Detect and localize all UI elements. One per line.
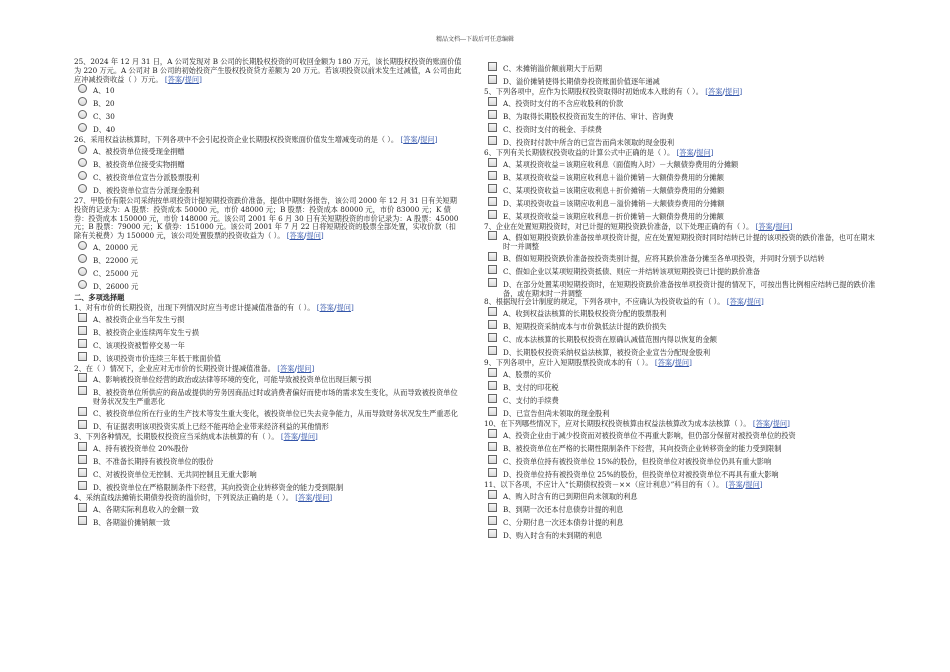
answer-ask-links: [答案/提问]	[676, 147, 714, 157]
checkbox[interactable]	[488, 231, 497, 240]
question-m2	[74, 365, 462, 374]
checkbox[interactable]	[488, 197, 497, 206]
link-separator: /	[693, 147, 697, 157]
option-row[interactable]	[74, 270, 462, 280]
option-label: C、未摊销溢价额前期大于后期	[503, 64, 602, 73]
option-label: A、被投资企业当年发生亏损	[93, 314, 185, 324]
checkbox[interactable]	[78, 339, 87, 348]
question-m5	[484, 88, 876, 97]
option-row[interactable]	[484, 310, 876, 320]
option-label: A、各期实际利息收入的金额一致	[93, 504, 199, 514]
checkbox[interactable]	[488, 265, 497, 274]
option-row[interactable]	[74, 519, 462, 529]
option-row[interactable]	[484, 336, 876, 346]
option-label: A、被投资单位接受现金捐赠	[93, 147, 185, 157]
checkbox[interactable]	[488, 307, 497, 316]
checkbox[interactable]	[488, 75, 497, 84]
checkbox[interactable]	[488, 278, 497, 287]
question-m6	[484, 149, 876, 158]
ask-link[interactable]: 提问	[772, 419, 788, 429]
answer-ask-links: [答案/提问]	[164, 74, 202, 84]
radio-button[interactable]	[78, 184, 87, 193]
radio-button[interactable]	[78, 97, 87, 106]
checkbox[interactable]	[78, 442, 87, 451]
link-separator: /	[742, 479, 746, 489]
checkbox[interactable]	[78, 468, 87, 477]
option-row[interactable]	[484, 384, 876, 394]
radio-button[interactable]	[78, 84, 87, 93]
checkbox[interactable]	[488, 320, 497, 329]
checkbox[interactable]	[78, 326, 87, 335]
option-label: C、成本法核算的长期股权投资在原确认减值范围内得以恢复的金额	[503, 335, 717, 345]
checkbox[interactable]	[488, 394, 497, 403]
answer-link[interactable]: 答案	[403, 135, 418, 145]
radio-button[interactable]	[78, 241, 87, 250]
checkbox[interactable]	[78, 455, 87, 464]
option-label: C、分期付息一次还本债券计提的利息	[503, 517, 624, 527]
option-label: E、某项投资收益＝该期应收利息－折价摊销－大额债券费用的分摊额	[503, 211, 724, 221]
radio-button[interactable]	[78, 123, 87, 132]
option-row[interactable]	[484, 397, 876, 407]
answer-ask-links: [答案/提问]	[295, 492, 333, 502]
radio-button[interactable]	[78, 267, 87, 276]
answer-ask-links: [答案/提问]	[725, 479, 763, 489]
answer-ask-links: [答案/提问]	[316, 302, 354, 312]
checkbox[interactable]	[78, 352, 87, 361]
option-label: A、某项投资收益＝该期应收利息（面值购入时）－大额债券费用的分摊额	[503, 159, 739, 169]
checkbox[interactable]	[488, 158, 497, 167]
option-row[interactable]	[484, 432, 876, 442]
option-row[interactable]	[484, 371, 876, 381]
option-label: D、40	[93, 125, 116, 135]
option-label: D、购入时含有的未到期的利息	[503, 530, 603, 540]
checkbox[interactable]	[78, 420, 87, 429]
answer-link[interactable]: 答案	[283, 431, 299, 441]
option-row[interactable]	[484, 493, 876, 503]
question-m4	[74, 494, 462, 503]
ask-link[interactable]: 提问	[315, 492, 330, 502]
link-separator: /	[743, 297, 747, 307]
question-text: 11、以下各项，不应计入“长期债权投资－××（应计利息）”科目的有（ ）。	[484, 479, 724, 489]
checkbox[interactable]	[488, 490, 497, 499]
option-label: A、10	[93, 86, 115, 96]
option-label: B、被投资单位所供应的商品或提供的劳务因商品过时或消费者偏好而使市场的需求发生变化，从而导致被投资单位财务状况发生严重恶化	[93, 388, 458, 407]
question-27	[74, 197, 462, 241]
option-row[interactable]	[74, 316, 462, 326]
option-label: A、股票的买价	[503, 370, 552, 380]
link-separator: /	[772, 221, 776, 231]
option-row[interactable]	[484, 532, 876, 542]
link-separator: /	[672, 358, 675, 368]
link-separator: /	[182, 74, 185, 84]
option-label: D、已宣告但尚未领取的现金股利	[503, 409, 610, 419]
option-label: C、被投资单位所在行业的生产技术等发生重大变化，被投资单位已失去竞争能力，从而导致财务状况发生严重恶化	[93, 408, 458, 418]
link-separator: /	[303, 231, 307, 241]
option-label: B、短期投资采纳成本与市价孰低法计提的跌价损失	[503, 322, 667, 332]
checkbox[interactable]	[488, 346, 497, 355]
option-label: D、长期股权投资采纳权益法核算，被投资企业宣告分配现金股利	[503, 348, 711, 358]
checkbox[interactable]	[488, 97, 497, 106]
question-text: 4、采纳直线法摊销长期债券投资的溢价时，下列说法正确的是（ ）。	[74, 492, 293, 502]
checkbox[interactable]	[488, 210, 497, 219]
checkbox[interactable]	[488, 429, 497, 438]
option-label: C、25000 元	[93, 269, 139, 279]
option-row[interactable]	[484, 323, 876, 333]
option-row[interactable]	[484, 161, 876, 171]
question-text: 9、下列各项中，应计入短期股票投资成本的有（ ）。	[484, 358, 653, 368]
option-row[interactable]	[74, 342, 462, 352]
option-row[interactable]	[484, 200, 876, 210]
link-separator: /	[722, 87, 726, 96]
answer-link[interactable]: 答案	[319, 302, 334, 312]
checkbox[interactable]	[78, 516, 87, 525]
section-heading: 二、多项选择题	[74, 293, 125, 303]
option-label: C、该项投资被暂停交易一年	[93, 340, 185, 350]
option-row[interactable]	[74, 445, 462, 455]
option-label: A、购入时含有的已到期但尚未领取的利息	[503, 491, 638, 501]
option-label: C、支付的手续费	[503, 396, 559, 406]
checkbox[interactable]	[488, 503, 497, 512]
question-m10	[484, 420, 876, 429]
ask-link[interactable]: 提问	[184, 74, 200, 84]
link-separator: /	[770, 419, 773, 429]
answer-ask-links: [答案/提问]	[400, 135, 438, 145]
option-label: C、对被投资单位无控制、无共同控制且无重大影响	[93, 469, 257, 479]
option-row[interactable]	[74, 100, 462, 110]
option-label: A、投资时支付的不含应收股利的价款	[503, 98, 624, 108]
question-text: 6、下列有关长期债权投资收益的计算公式中正确的是（ ）。	[484, 147, 675, 157]
option-label: B、22000 元	[93, 256, 138, 266]
option-label: C、假如企业以某项短期投资抵债、则应一并结转该项短期投资已计提的跌价准备	[503, 266, 761, 276]
question-text: 5、下列各项中，应作为长期股权投资取得时初始成本入账的有（ ）。	[484, 87, 703, 96]
checkbox[interactable]	[488, 455, 497, 464]
radio-button[interactable]	[78, 158, 87, 167]
option-row[interactable]	[74, 376, 462, 386]
option-label: A、投资企业由于减少投资而对被投资单位不再重大影响，但仍部分保留对被投资单位的投资	[503, 430, 796, 440]
option-row[interactable]	[74, 410, 462, 420]
checkbox[interactable]	[488, 62, 497, 71]
answer-link[interactable]: 答案	[758, 221, 773, 231]
question-text: 10、在下列哪些情况下，应对长期股权投资核算由权益法核算改为成本法核算（ ）。	[484, 419, 751, 429]
link-separator: /	[333, 302, 337, 312]
answer-link[interactable]: 答案	[679, 147, 694, 157]
answer-link[interactable]: 答案	[708, 87, 723, 96]
option-label: B、假如短期投资跌价准备按投资类别计提，应将其跌价准备分摊至各单项投资，并同时分别予以结转	[503, 253, 825, 263]
option-row[interactable]	[74, 283, 462, 293]
checkbox[interactable]	[488, 184, 497, 193]
option-row[interactable]	[484, 174, 876, 184]
answer-ask-links: [答案/提问]	[755, 221, 793, 231]
question-text: 2、在（ ）情况下，企业应对无市价的长期投资计提减值准备。	[74, 363, 275, 373]
option-row[interactable]	[484, 65, 876, 75]
option-label: B、某项投资收益＝该期应收利息＋溢价摊销－大额债券费用的分摊额	[503, 172, 724, 182]
question-m8	[484, 298, 876, 307]
radio-button[interactable]	[78, 145, 87, 154]
answer-link[interactable]: 答案	[729, 297, 744, 307]
option-row[interactable]	[484, 187, 876, 197]
question-m3	[74, 433, 462, 442]
option-label: D、某项投资收益＝该期应收利息－溢价摊销－大额债券费用的分摊额	[503, 198, 725, 208]
option-label: C、投资时支付的税金、手续费	[503, 124, 602, 134]
checkbox[interactable]	[488, 381, 497, 390]
option-row[interactable]	[484, 281, 876, 299]
question-text: 27、甲股份有限公司采纳按单项投资计提短期投资跌价准备，提供中期财务报告，该公司 2000 年 12 月 31 日有关短期投资的记录为：A 股票：投资成本 50000 元，市价 48000 元；B 股票：投资成本 80000 元，市价 83000 元；K 债券：投资成本 150000 元，市价 148000 元。该公司 2001 年 6 月 30 日有关短期投资的市价记录为：A 股票：45000 元；B 股票：79000 元；K 债券：151000 元。该公司 2001 年 7 月 22 日将短期投资的股票全部处置，实收价款（扣除有关税费）为 150000 元，该公司处置股票的投资收益为（ ）。	[74, 196, 459, 241]
option-label: D、投资时付款中所含的已宣告而尚未领取的现金股利	[503, 137, 675, 147]
option-row[interactable]	[484, 519, 876, 529]
option-row[interactable]	[74, 87, 462, 97]
answer-ask-links: [答案/提问]	[705, 87, 743, 96]
option-label: A、影响被投资单位经营的政治或法律等环境的变化，可能导致被投资单位出现巨额亏损	[93, 375, 372, 385]
option-label: A、持有被投资单位 20%股份	[93, 443, 189, 453]
right-column	[484, 62, 876, 542]
answer-link[interactable]: 答案	[280, 363, 295, 373]
option-label: A、20000 元	[93, 243, 138, 253]
answer-ask-links: [答案/提问]	[286, 231, 324, 241]
radio-button[interactable]	[78, 110, 87, 119]
option-label: B、被投资单位接受实物捐赠	[93, 160, 185, 170]
option-label: D、26000 元	[93, 282, 139, 292]
option-row[interactable]	[74, 389, 462, 407]
question-text: 7、企业在处置短期投资时，对已计提的短期投资跌价准备，以下处理正确的有（ ）。	[484, 221, 754, 231]
question-m11	[484, 481, 876, 490]
radio-button[interactable]	[78, 171, 87, 180]
answer-ask-links: [答案/提问]	[726, 297, 764, 307]
ask-link[interactable]: 提问	[306, 231, 321, 241]
left-column	[74, 58, 462, 529]
checkbox[interactable]	[78, 313, 87, 322]
checkbox[interactable]	[488, 110, 497, 119]
ask-link[interactable]: 提问	[336, 302, 351, 312]
option-label: B、为取得长期股权投资而发生的评估、审计、咨询费	[503, 111, 674, 121]
option-label: B、支付的印花税	[503, 383, 559, 393]
option-row[interactable]	[484, 445, 876, 455]
option-label: B、各期溢价摊销额一致	[93, 517, 171, 527]
question-26	[74, 136, 462, 145]
option-row[interactable]	[74, 471, 462, 481]
answer-link[interactable]: 答案	[298, 492, 313, 502]
option-label: D、溢价摊销使得长期债券投资账面价值逐年递减	[503, 77, 660, 86]
option-row[interactable]	[484, 100, 876, 110]
checkbox[interactable]	[488, 442, 497, 451]
question-text: 3、下列各种情况，长期股权投资应当采纳成本法核算的有（ ）。	[74, 431, 279, 441]
option-label: A、假如短期投资跌价准备按单项投资计提，应在处置短期投资时同时结转已计提的该项投资的跌价准备，也可在期末时一并调整	[503, 233, 875, 252]
question-m1	[74, 304, 462, 313]
checkbox[interactable]	[488, 333, 497, 342]
checkbox[interactable]	[488, 136, 497, 145]
option-label: C、被投资单位宣告分派股票股利	[93, 173, 200, 183]
option-label: D、该项投资市价连续三年低于账面价值	[93, 353, 221, 363]
answer-ask-links: [答案/提问]	[654, 358, 692, 368]
answer-link[interactable]: 答案	[755, 419, 771, 429]
option-label: C、某项投资收益＝该期应收利息＋折价摊销－大额债券费用的分摊额	[503, 185, 725, 195]
option-label: B、20	[93, 99, 115, 109]
option-row[interactable]	[484, 268, 876, 278]
answer-ask-links: [答案/提问]	[752, 419, 790, 429]
option-label: D、被投资单位在严格限制条件下经营，其向投资企业转移资金的能力受到限制	[93, 482, 344, 492]
checkbox[interactable]	[78, 386, 87, 395]
option-row[interactable]	[74, 161, 462, 171]
link-separator: /	[417, 135, 421, 145]
option-label: D、在部分处置某项短期投资时，在短期投资跌价准备按单项投资计提的情况下，可按出售比例相应结转已提的跌价准备，或在期末时一并调整	[503, 279, 876, 298]
page-header: 精品文档---下载后可任意编辑	[435, 36, 515, 43]
option-label: D、有证据表明该项投资实质上已经不能再给企业带来经济利益的其他情形	[93, 421, 329, 431]
option-label: B、被投资企业连续两年发生亏损	[93, 327, 199, 337]
checkbox[interactable]	[488, 368, 497, 377]
ask-link[interactable]: 提问	[725, 87, 740, 96]
checkbox[interactable]	[488, 123, 497, 132]
option-row[interactable]	[484, 234, 876, 252]
option-row[interactable]	[484, 255, 876, 265]
checkbox[interactable]	[488, 529, 497, 538]
option-row[interactable]	[74, 329, 462, 339]
option-row[interactable]	[484, 458, 876, 468]
option-row[interactable]	[484, 506, 876, 516]
link-separator: /	[312, 492, 316, 502]
checkbox[interactable]	[488, 171, 497, 180]
checkbox[interactable]	[488, 468, 497, 477]
radio-button[interactable]	[78, 280, 87, 289]
option-row[interactable]	[74, 506, 462, 516]
question-text: 1、对有市价的长期投资，出现下列情况时应当考虑计提减值准备的有（ ）。	[74, 302, 315, 312]
ask-link[interactable]: 提问	[696, 147, 711, 157]
ask-link[interactable]: 提问	[300, 431, 316, 441]
checkbox[interactable]	[78, 481, 87, 490]
option-label: D、被投资单位宣告分派现金股利	[93, 186, 200, 196]
option-row[interactable]	[484, 113, 876, 123]
ask-link[interactable]: 提问	[746, 297, 761, 307]
question-m9	[484, 359, 876, 368]
ask-link[interactable]: 提问	[297, 363, 312, 373]
option-label: D、投资单位持有被投资单位 25%的股份，但投资单位对被投资单位不再具有重大影响	[503, 469, 779, 479]
answer-link[interactable]: 答案	[728, 479, 743, 489]
ask-link[interactable]: 提问	[674, 358, 690, 368]
ask-link[interactable]: 提问	[745, 479, 760, 489]
ask-link[interactable]: 提问	[775, 221, 790, 231]
option-row[interactable]	[484, 126, 876, 136]
question-text: 25、2024 年 12 月 31 日，A 公司发现对 B 公司的长期股权投资的可收回金额为 180 万元，该长期股权投资的账面价值为 220 万元。A 公司对 B 公司的初始投资产生股权投资贷方差额为 20 万元。若该项投资以前未发生过减值，A 公司由此应冲减投资收益（ ）万元。	[74, 57, 462, 84]
answer-link[interactable]: 答案	[167, 74, 183, 84]
link-separator: /	[298, 431, 301, 441]
question-m7	[484, 223, 876, 232]
option-row[interactable]	[74, 458, 462, 468]
ask-link[interactable]: 提问	[420, 135, 435, 145]
option-label: C、投资单位持有被投资单位 15%的股份，但投资单位对被投资单位仍具有重大影响	[503, 456, 772, 466]
checkbox[interactable]	[78, 373, 87, 382]
answer-link[interactable]: 答案	[657, 358, 673, 368]
checkbox[interactable]	[78, 503, 87, 512]
option-label: B、到期一次还本付息债券计提的利息	[503, 504, 624, 514]
option-label: B、被投资单位在严格的长期性限制条件下经营，其向投资企业转移资金的能力受到限制	[503, 443, 782, 453]
question-25	[74, 58, 462, 84]
option-label: B、不准备长期持有被投资单位的股份	[93, 456, 214, 466]
option-label: C、30	[93, 112, 115, 122]
checkbox[interactable]	[488, 407, 497, 416]
answer-ask-links: [答案/提问]	[280, 431, 318, 441]
question-text: 26、采用权益法核算时，下列各项中不会引起投资企业长期股权投资账面价值发生增减变动的是（ ）。	[74, 135, 399, 145]
answer-link[interactable]: 答案	[289, 231, 304, 241]
question-text: 8、根据现行会计制度的规定，下列各项中，不应确认为投资收益的有（ ）。	[484, 297, 725, 307]
radio-button[interactable]	[78, 254, 87, 263]
option-row[interactable]	[74, 257, 462, 267]
option-label: A、收到权益法核算的长期股权投资分配的股票股利	[503, 309, 667, 319]
checkbox[interactable]	[488, 516, 497, 525]
option-row[interactable]	[74, 244, 462, 254]
checkbox[interactable]	[78, 407, 87, 416]
option-row[interactable]	[74, 148, 462, 158]
checkbox[interactable]	[488, 252, 497, 261]
option-row[interactable]	[74, 113, 462, 123]
option-row[interactable]	[74, 174, 462, 184]
answer-ask-links: [答案/提问]	[277, 363, 315, 373]
link-separator: /	[294, 363, 298, 373]
